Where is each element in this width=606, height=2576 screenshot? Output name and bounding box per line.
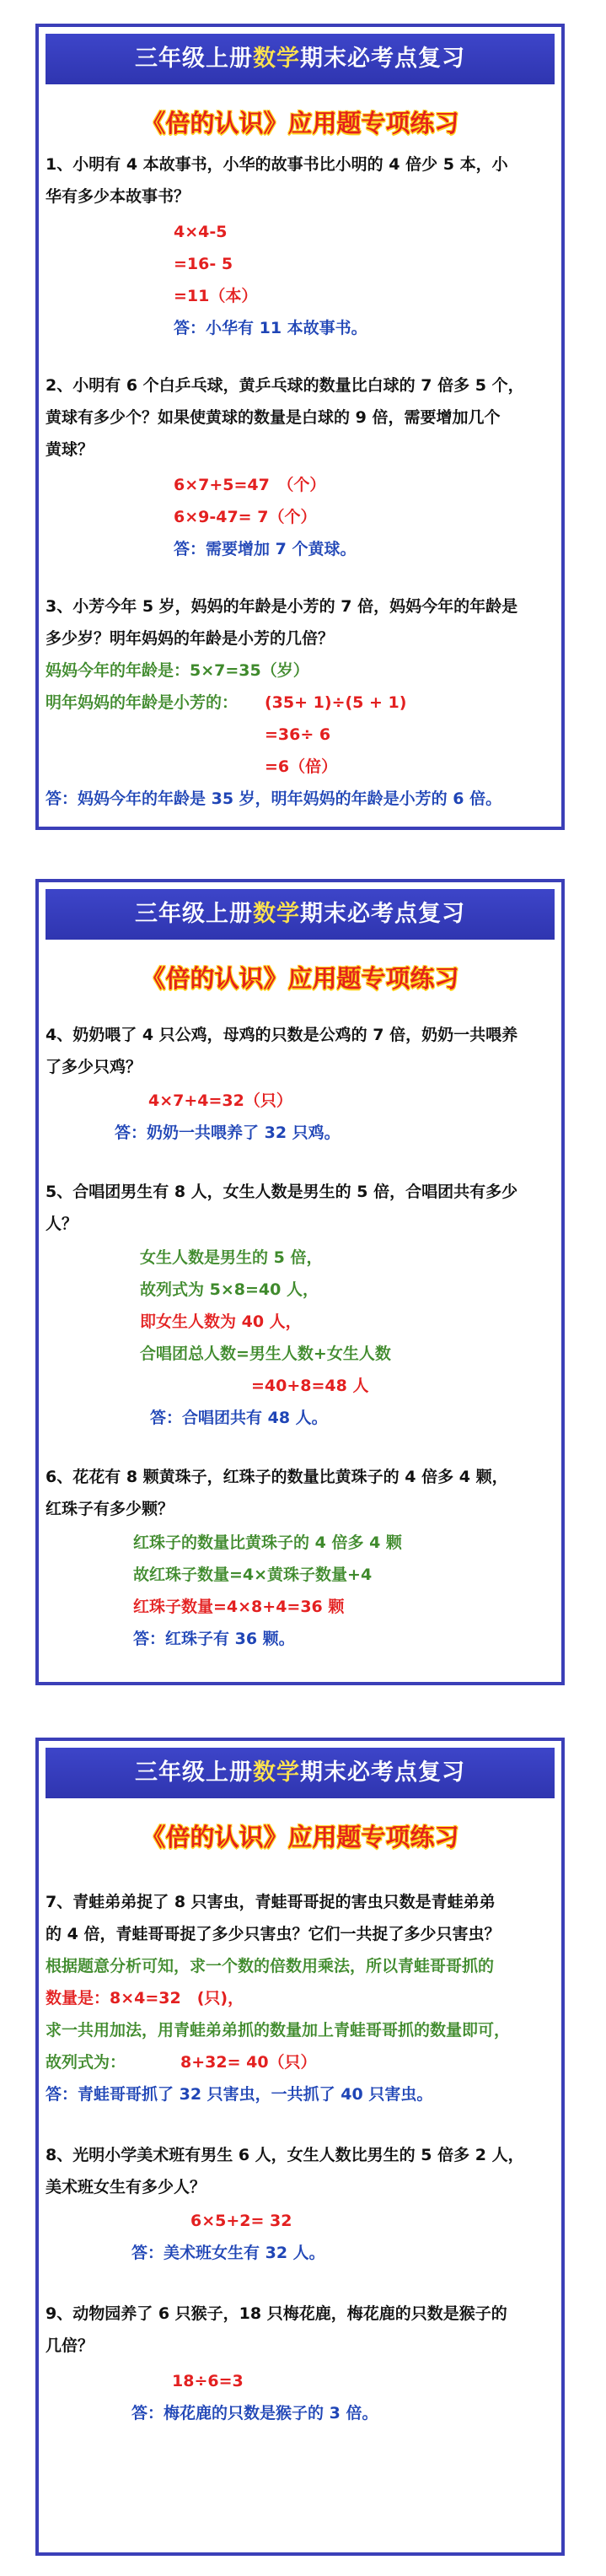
solution-8-step: 6×5+2= 32 <box>190 2212 292 2230</box>
question-1-line-2: 华有多少本故事书？ <box>46 187 190 206</box>
question-8-line-1: 8、光明小学美术班有男生 6 人，女生人数比男生的 5 倍多 2 人， <box>46 2146 524 2164</box>
answer-8: 答：美术班女生有 32 人。 <box>131 2244 325 2262</box>
answer-3: 答：妈妈今年的年龄是 35 岁，明年妈妈的年龄是小芳的 6 倍。 <box>46 790 502 808</box>
question-6-line-2: 红珠子有多少颗？ <box>46 1500 174 1518</box>
solution-7-line-3: 求一共用加法，用青蛙弟弟抓的数量加上青蛙哥哥抓的数量即可， <box>46 2021 511 2040</box>
banner-pre: 三年级上册 <box>135 1760 253 1786</box>
answer-4: 答：奶奶一共喂养了 32 只鸡。 <box>115 1124 341 1142</box>
worksheet-card-3 <box>35 1738 565 2556</box>
solution-1-step-2: =16- 5 <box>174 255 233 273</box>
card-banner <box>46 34 555 84</box>
question-9-line-1: 9、动物园养了 6 只猴子，18 只梅花鹿，梅花鹿的只数是猴子的 <box>46 2304 507 2323</box>
question-8-line-2: 美术班女生有多少人？ <box>46 2178 206 2196</box>
banner-post: 期末必考点复习 <box>300 46 465 72</box>
card-subtitle: 《倍的认识》应用题专项练习 <box>141 964 459 993</box>
banner-highlight: 数学 <box>253 46 300 72</box>
solution-7-label: 故列式为： <box>46 2053 126 2072</box>
solution-5-step-5: =40+8=48 人 <box>251 1377 369 1395</box>
solution-1-step-1: 4×4-5 <box>174 223 228 241</box>
solution-5-step-4: 合唱团总人数=男生人数+女生人数 <box>140 1345 391 1363</box>
solution-5-step-2: 故列式为 5×8=40 人， <box>140 1280 319 1299</box>
answer-9: 答：梅花鹿的只数是猴子的 3 倍。 <box>131 2404 378 2422</box>
banner-post: 期末必考点复习 <box>300 901 465 927</box>
question-4-line-2: 了多少只鸡？ <box>46 1058 142 1076</box>
solution-9-step: 18÷6=3 <box>172 2372 244 2390</box>
worksheet-card-1 <box>35 24 565 830</box>
question-7-line-1: 7、青蛙弟弟捉了 8 只害虫，青蛙哥哥捉的害虫只数是青蛙弟弟 <box>46 1893 496 1911</box>
card-subtitle: 《倍的认识》应用题专项练习 <box>141 109 459 137</box>
answer-1: 答：小华有 11 本故事书。 <box>174 319 367 337</box>
question-5-line-1: 5、合唱团男生有 8 人，女生人数是男生的 5 倍，合唱团共有多少 <box>46 1183 518 1201</box>
answer-2: 答：需要增加 7 个黄球。 <box>174 540 357 558</box>
question-4-line-1: 4、奶奶喂了 4 只公鸡，母鸡的只数是公鸡的 7 倍，奶奶一共喂养 <box>46 1026 518 1044</box>
question-3-line-2: 多少岁？明年妈妈的年龄是小芳的几倍？ <box>46 629 335 648</box>
question-7-line-2: 的 4 倍，青蛙哥哥捉了多少只害虫？它们一共捉了多少只害虫？ <box>46 1925 501 1943</box>
question-3-line-1: 3、小芳今年 5 岁，妈妈的年龄是小芳的 7 倍，妈妈今年的年龄是 <box>46 597 518 616</box>
card-banner <box>46 889 555 940</box>
solution-5-step-1: 女生人数是男生的 5 倍， <box>140 1248 323 1267</box>
banner-highlight: 数学 <box>253 901 300 927</box>
solution-3-step-1: 妈妈今年的年龄是：5×7=35（岁） <box>46 661 309 680</box>
question-6-line-1: 6、花花有 8 颗黄珠子，红珠子的数量比黄珠子的 4 倍多 4 颗， <box>46 1468 508 1486</box>
solution-6-step-2: 故红珠子数量=4×黄珠子数量+4 <box>133 1566 373 1584</box>
answer-7: 答：青蛙哥哥抓了 32 只害虫，一共抓了 40 只害虫。 <box>46 2085 433 2104</box>
banner-pre: 三年级上册 <box>135 901 253 927</box>
question-1-line-1: 1、小明有 4 本故事书，小华的故事书比小明的 4 倍少 5 本，小 <box>46 155 508 174</box>
solution-6-step-3: 红珠子数量=4×8+4=36 颗 <box>133 1598 345 1616</box>
question-2-line-2: 黄球有多少个？如果使黄球的数量是白球的 9 倍，需要增加几个 <box>46 408 501 427</box>
banner-pre: 三年级上册 <box>135 46 253 72</box>
question-2-line-3: 黄球？ <box>46 440 94 459</box>
answer-5: 答：合唱团共有 48 人。 <box>150 1409 328 1427</box>
solution-4-step-1: 4×7+4=32（只） <box>148 1091 292 1110</box>
solution-7-line-1: 根据题意分析可知，求一个数的倍数用乘法，所以青蛙哥哥抓的 <box>46 1957 495 1975</box>
question-9-line-2: 几倍？ <box>46 2336 94 2355</box>
solution-6-step-1: 红珠子的数量比黄珠子的 4 倍多 4 颗 <box>133 1533 402 1552</box>
worksheet-card-2 <box>35 879 565 1685</box>
banner-post: 期末必考点复习 <box>300 1760 465 1786</box>
solution-3-step-4: =6（倍） <box>265 757 338 776</box>
solution-7-line-2: 数量是：8×4=32 (只)， <box>46 1989 244 2007</box>
card-subtitle: 《倍的认识》应用题专项练习 <box>141 1823 459 1851</box>
solution-3-step-2: (35+ 1)÷(5 + 1) <box>265 693 407 712</box>
solution-2-step-1: 6×7+5=47 （个） <box>174 476 326 494</box>
question-5-line-2: 人？ <box>46 1215 78 1233</box>
solution-3-step-3: =36÷ 6 <box>265 725 331 744</box>
solution-1-step-3: =11（本） <box>174 287 258 305</box>
solution-2-step-2: 6×9-47= 7（个） <box>174 508 317 526</box>
answer-6: 答：红珠子有 36 颗。 <box>133 1630 295 1648</box>
card-banner <box>46 1748 555 1798</box>
solution-5-step-3: 即女生人数为 40 人， <box>140 1312 302 1331</box>
solution-3-label: 明年妈妈的年龄是小芳的： <box>46 693 239 712</box>
banner-highlight: 数学 <box>253 1760 300 1786</box>
solution-7-step: 8+32= 40（只） <box>180 2053 317 2072</box>
question-2-line-1: 2、小明有 6 个白乒乓球，黄乒乓球的数量比白球的 7 倍多 5 个， <box>46 376 524 395</box>
